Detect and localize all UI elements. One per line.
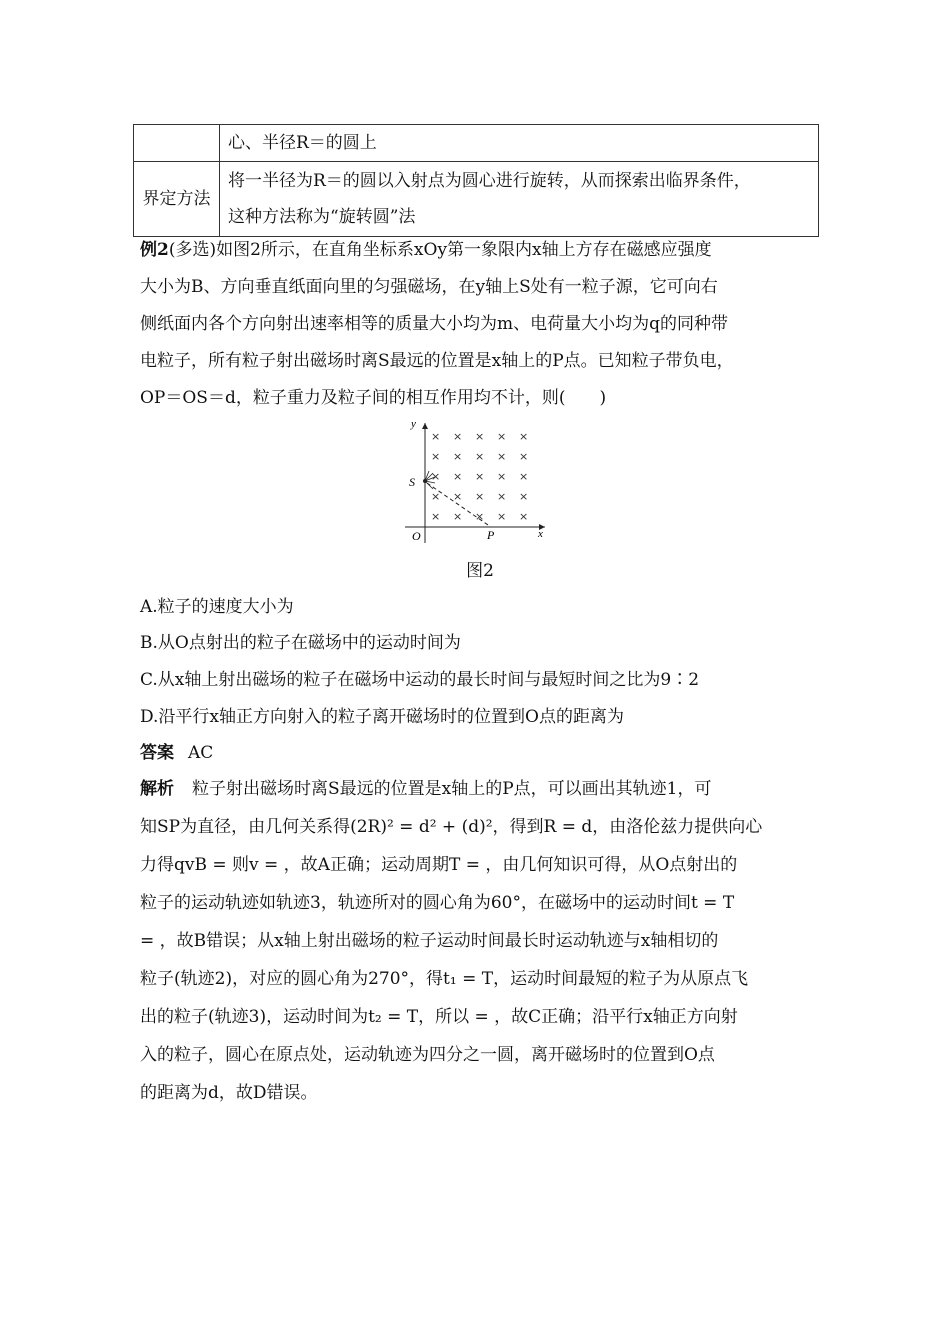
solution-line: 入的粒子，圆心在原点处，运动轨迹为四分之一圆，离开磁场时的位置到O点 [140,1045,715,1065]
table-text-line: 这种方法称为“旋转圆”法 [228,207,416,227]
table-row [134,162,819,237]
solution-line: 力得qvB = 则v = ，故A正确；运动周期T = ，由几何知识可得，从O点射出的 [140,855,738,875]
solution-line: 解析 粒子射出磁场时离S最远的位置是x轴上的P点，可以画出其轨迹1，可 [140,779,712,799]
option-a: A.粒子的速度大小为 [140,597,294,617]
solution-line: 出的粒子(轨迹3)，运动时间为t₂ = T，所以 = ，故C正确；沿平行x轴正方向射 [140,1007,738,1027]
source-label: S [409,475,415,489]
example-line: 大小为B、方向垂直纸面向里的匀强磁场，在y轴上S处有一粒子源，它可向右 [140,277,718,297]
svg-text:×: × [497,470,507,483]
example-question [140,232,820,417]
svg-text:×: × [475,450,485,463]
answer [140,738,213,763]
example-line: OP＝OS＝d，粒子重力及粒子间的相互作用均不计，则( ) [140,388,607,408]
solution-line: 知SP为直径，由几何关系得(2R)² = d² + (d)²，得到R = d，由洛伦兹力提供向心 [140,817,763,837]
svg-text:×: × [519,470,529,483]
option-b: B.从O点射出的粒子在磁场中的运动时间为 [140,633,461,653]
figure-caption: 图2 [466,561,494,581]
table-text: 心、半径R＝的圆上 [220,125,819,162]
solution-line: 粒子(轨迹2)，对应的圆心角为270°，得t₁ = T，运动时间最短的粒子为从原点飞 [140,969,749,989]
svg-text:×: × [431,450,441,463]
y-axis-label: y [411,418,416,430]
answer-label: 答案 [140,743,174,763]
svg-text:×: × [497,490,507,503]
origin-label: O [412,529,421,543]
svg-text:×: × [453,490,463,503]
example-line: 例2(多选)如图2所示，在直角坐标系xOy第一象限内x轴上方存在磁感应强度 [140,240,712,260]
svg-text:×: × [431,470,441,483]
x-axis-label: x [538,528,543,540]
field-marks [431,430,528,523]
svg-text:×: × [453,450,463,463]
svg-text:×: × [497,450,507,463]
solution-line: = ，故B错误；从x轴上射出磁场的粒子运动时间最长时运动轨迹与x轴相切的 [140,931,719,951]
svg-text:×: × [475,470,485,483]
option-c: C.从x轴上射出磁场的粒子在磁场中运动的最长时间与最短时间之比为9∶2 [140,670,700,690]
svg-text:×: × [475,490,485,503]
svg-text:×: × [497,510,507,523]
definition-table [133,124,819,237]
table-label-empty [134,125,220,162]
example-line: 电粒子，所有粒子射出磁场时离S最远的位置是x轴上的P点。已知粒子带负电， [140,351,734,371]
svg-text:×: × [431,430,441,443]
solution-label: 解析 [140,779,174,799]
answer-value: AC [188,743,214,763]
svg-text:×: × [431,510,441,523]
svg-text:×: × [431,490,441,503]
svg-text:×: × [519,430,529,443]
svg-text:×: × [497,430,507,443]
table-label: 界定方法 [134,162,220,237]
solution-line: 粒子的运动轨迹如轨迹3，轨迹所对的圆心角为60°，在磁场中的运动时间t = T [140,893,735,913]
table-text-line: 将一半径为R＝的圆以入射点为圆心进行旋转，从而探索出临界条件， [228,171,751,191]
point-p-label: P [487,528,495,542]
solution-line: 的距离为d，故D错误。 [140,1083,318,1103]
option-d: D.沿平行x轴正方向射入的粒子离开磁场时的位置到O点的距离为 [140,707,624,727]
y-axis-arrow [422,423,428,429]
table-row [134,125,819,162]
svg-text:×: × [453,470,463,483]
svg-text:×: × [519,490,529,503]
table-text [220,162,819,237]
svg-text:×: × [519,510,529,523]
example-tag: 例2 [140,240,169,260]
svg-text:×: × [475,510,485,523]
svg-text:×: × [453,430,463,443]
svg-text:×: × [453,510,463,523]
example-line: 侧纸面内各个方向射出速率相等的质量大小均为m、电荷量大小均为q的同种带 [140,314,729,334]
svg-text:×: × [519,450,529,463]
svg-text:×: × [475,430,485,443]
solution [140,770,820,1112]
magnetic-field-figure [395,415,555,545]
